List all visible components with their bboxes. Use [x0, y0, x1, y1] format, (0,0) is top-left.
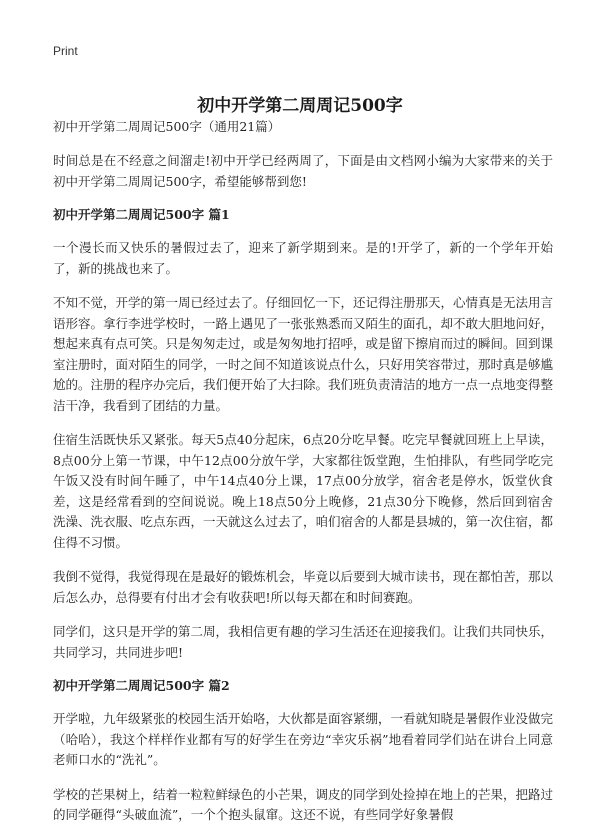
- paragraph: 一个漫长而又快乐的暑假过去了，迎来了新学期到来。是的!开学了，新的一个学年开始了，新的挑战也来了。: [53, 240, 553, 276]
- paragraph: 开学啦，九年级紧张的校园生活开始咯，大伙都是面容紧绷，一看就知晓是暑假作业没做完（哈哈），我这个样样作业都有写的好学生在旁边“幸灾乐祸”地看着同学们站在讲台上同意老师口水的“洗礼”。: [53, 711, 554, 767]
- print-link[interactable]: Print: [53, 44, 78, 58]
- section-heading-1: 初中开学第二周周记500字 篇1: [53, 207, 230, 222]
- intro-paragraph: 时间总是在不经意之间溜走!初中开学已经两周了，下面是由文档网小编为大家带来的关于初中开学第二周周记500字，希望能够帮到您!: [53, 153, 553, 189]
- document-body: [53, 118, 553, 840]
- paragraph: 我倒不觉得，我觉得现在是最好的锻炼机会，毕竟以后要到大城市读书，现在都怕苦，那以后怎么办，总得要有付出才会有收获吧!所以每天都在和时间赛跑。: [53, 569, 554, 605]
- paragraph: 学校的芒果树上，结着一粒粒鲜绿色的小芒果，调皮的同学到处捡掉在地上的芒果，把路过的同学砸得“头破血流”，一个个抱头鼠窜。这还不说，有些同学好象暑假: [53, 786, 554, 822]
- document-title: 初中开学第二周周记500字: [197, 96, 403, 117]
- paragraph: 同学们，这只是开学的第二周，我相信更有趣的学习生活还在迎接我们。让我们共同快乐，共同学习，共同进步吧!: [53, 624, 554, 660]
- paragraph: 不知不觉，开学的第一周已经过去了。仔细回忆一下，还记得注册那天，心情真是无法用言语形容。拿行李进学校时，一路上遇见了一张张熟悉而又陌生的面孔，却不敢大胆地问好，想起来真有点可笑。只是匆匆走过，或是匆匆地打招呼，或是留下擦肩而过的瞬间。回到课室注册时，面对陌生的同学，一时之间不知道该说点什么，只好用笑容带过，那时真是够尴尬的。注册的程序办完后，我们便开始了大扫除。我们班负责清洁的地方一点一点地变得整洁干净，我看到了团结的力量。: [53, 295, 554, 413]
- section-heading-2: 初中开学第二周周记500字 篇2: [53, 678, 230, 693]
- document-subtitle: 初中开学第二周周记500字（通用21篇）: [53, 119, 281, 134]
- paragraph: 住宿生活既快乐又紧张。每天5点40分起床，6点20分吃早餐。吃完早餐就回班上上早读，8点00分上第一节课，中午12点00分放午学，大家都往饭堂跑，生怕排队，有些同学吃完午饭又没有时间午睡了，中午14点40分上课，17点00分放学，宿舍老是停水，饭堂伙食差，这是经常看到的空间说说。晚上18点50分上晚修，21点30分下晚修，然后回到宿舍洗澡、洗衣服、吃点东西，一天就这么过去了，咱们宿舍的人都是县城的，第一次住宿，都住得不习惯。: [53, 432, 554, 550]
